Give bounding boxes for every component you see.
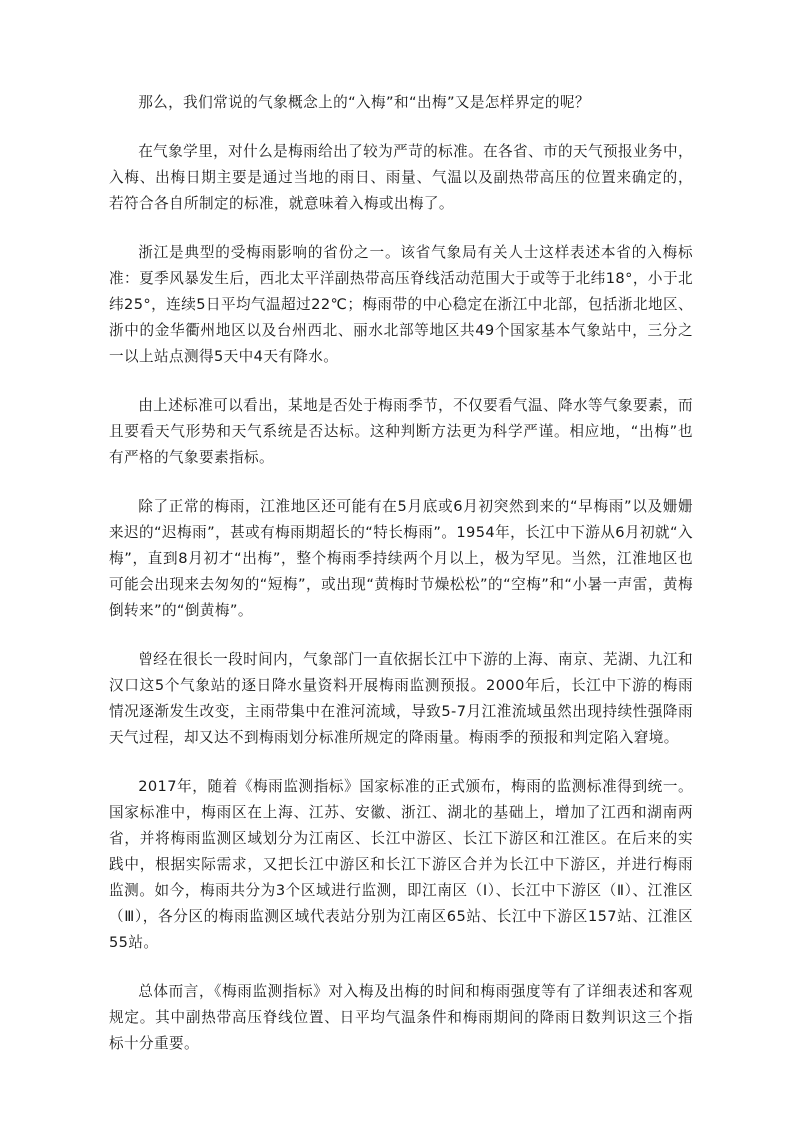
paragraph-zhejiang: 浙江是典型的受梅雨影响的省份之一。该省气象局有关人士这样表述本省的入梅标准：夏季风暴发生后，西北太平洋副热带高压脊线活动范围大于或等于北纬18°，小于北纬25°，连续5日平均气温超过22℃；梅雨带的中心稳定在浙江中北部，包括浙北地区、浙中的金华衢州地区以及台州西北、丽水北部等地区共49个国家基本气象站中，三分之一以上站点测得5天中4天有降水。 (109, 244, 693, 365)
document-body (109, 90, 693, 1080)
paragraph-summary: 总体而言，《梅雨监测指标》对入梅及出梅的时间和梅雨强度等有了详细表述和客观规定。其中副热带高压脊线位置、日平均气温条件和梅雨期间的降雨日数判识这三个指标十分重要。 (109, 983, 693, 1052)
paragraph-judgement: 由上述标准可以看出，某地是否处于梅雨季节，不仅要看气温、降水等气象要素，而且要看天气形势和天气系统是否达标。这种判断方法更为科学严谨。相应地，“出梅”也有严格的气象要素指标。 (109, 397, 693, 466)
paragraph-variants: 除了正常的梅雨，江淮地区还可能有在5月底或6月初突然到来的“早梅雨”以及姗姗来迟的“迟梅雨”，甚或有梅雨期超长的“特长梅雨”。1954年，长江中下游从6月初就“入梅”，直到8月初才“出梅”，整个梅雨季持续两个月以上，极为罕见。当然，江淮地区也可能会出现来去匆匆的“短梅”，或出现“黄梅时节燥松松”的“空梅”和“小暑一声雷，黄梅倒转来”的“倒黄梅”。 (109, 498, 693, 619)
paragraph-history: 曾经在很长一段时间内，气象部门一直依据长江中下游的上海、南京、芜湖、九江和汉口这5个气象站的逐日降水量资料开展梅雨监测预报。2000年后，长江中下游的梅雨情况逐渐发生改变，主雨带集中在淮河流域，导致5-7月江淮流域虽然出现持续性强降雨天气过程，却又达不到梅雨划分标准所规定的降雨量。梅雨季的预报和判定陷入窘境。 (109, 651, 693, 746)
paragraph-question: 那么，我们常说的气象概念上的“入梅”和“出梅”又是怎样界定的呢？ (138, 94, 590, 111)
paragraph-standard: 在气象学里，对什么是梅雨给出了较为严苛的标准。在各省、市的天气预报业务中，入梅、出梅日期主要是通过当地的雨日、雨量、气温以及副热带高压的位置来确定的，若符合各自所制定的标准，就意味着入梅或出梅了。 (109, 143, 693, 212)
paragraph-national-standard: 2017年，随着《梅雨监测指标》国家标准的正式颁布，梅雨的监测标准得到统一。国家标准中，梅雨区在上海、江苏、安徽、浙江、湖北的基础上，增加了江西和湖南两省，并将梅雨监测区域划分为江南区、长江中游区、长江下游区和江淮区。在后来的实践中，根据实际需求，又把长江中游区和长江下游区合并为长江中下游区，并进行梅雨监测。如今，梅雨共分为3个区域进行监测，即江南区（Ⅰ）、长江中下游区（Ⅱ）、江淮区（Ⅲ），各分区的梅雨监测区域代表站分别为江南区65站、长江中下游区157站、江淮区55站。 (109, 778, 693, 951)
